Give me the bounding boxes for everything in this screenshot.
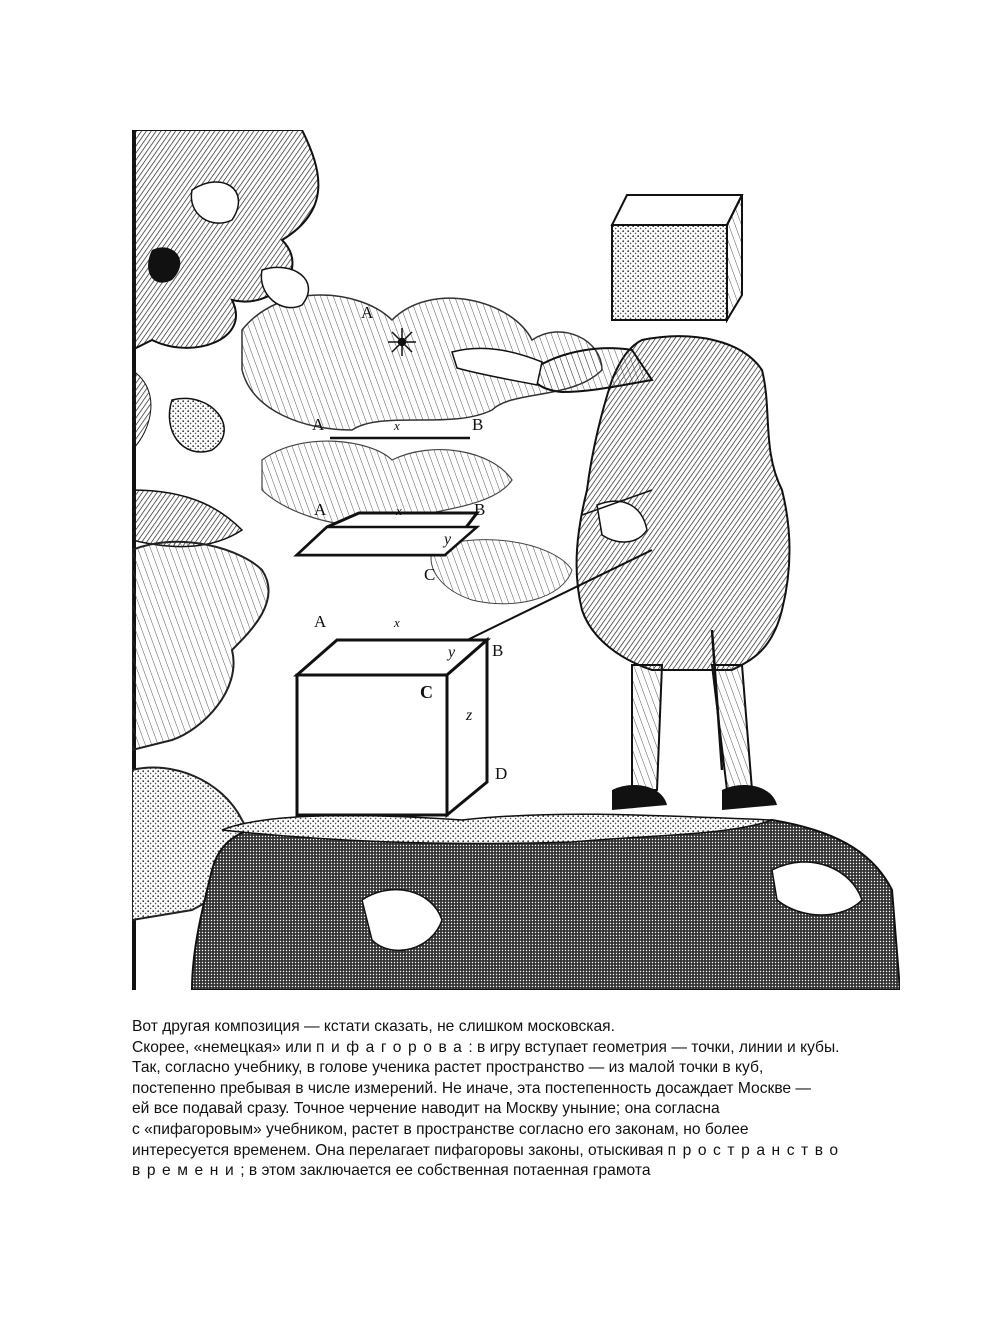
cube-label-b: B [492, 641, 504, 660]
caption-line-8 [132, 1161, 900, 1182]
caption-line-2-start: Скорее, «немецкая» или [132, 1038, 317, 1056]
caption-line-3: Так, согласно учебнику, в голове ученика растет пространство — из малой точки в куб, [132, 1059, 764, 1077]
caption-line-7-start: интересуется временем. Она перелагает пифагоровы законы, отыскивая [132, 1141, 668, 1159]
cube-label-y: y [448, 644, 456, 661]
cube-label-a: A [314, 612, 327, 631]
rock-plinth [192, 814, 900, 990]
plane-label-a: A [314, 500, 327, 519]
line-label-a: A [312, 415, 325, 434]
point-label-a: A [361, 303, 374, 322]
caption-paragraph [132, 1017, 900, 1182]
plane-label-b: B [474, 500, 486, 519]
spaced-word-space: пространство [667, 1141, 845, 1159]
plane-label-x: x [396, 503, 402, 518]
cube-label-x: x [394, 615, 400, 630]
caption-line-8-end: ; в этом заключается ее собственная потаенная грамота [240, 1162, 651, 1180]
spaced-word-time: времени [132, 1162, 241, 1180]
caption-line-6: с «пифагоровым» учебником, растет в пространстве согласно его законам, но более [132, 1120, 749, 1138]
cloud-background [242, 295, 602, 604]
caption-line-7 [132, 1141, 900, 1162]
engraving-illustration [132, 130, 900, 990]
caption-line-4: постепенно пребывая в числе измерений. Не иначе, эта постепенность досаждает Москве — [132, 1079, 812, 1097]
cube-label-d: D [495, 764, 508, 783]
point-star-icon [388, 328, 416, 356]
line-label-x: x [394, 418, 400, 433]
line-label-b: B [472, 415, 484, 434]
plane-label-y: y [444, 531, 452, 548]
caption-line-2-end: : в игру вступает геометрия — точки, линии и кубы. [468, 1038, 840, 1056]
cube-label-c: C [420, 682, 433, 702]
plane-label-c: C [424, 565, 436, 584]
spaced-word-pythagorean: пифагорова [316, 1038, 469, 1056]
cube-head [612, 195, 742, 320]
caption-line-2 [132, 1038, 900, 1059]
caption-line-1: Вот другая композиция — кстати сказать, не слишком московская. [132, 1018, 615, 1035]
caption-line-5: ей все подавай сразу. Точное черчение наводит на Москву уныние; она согласна [132, 1100, 720, 1118]
cube-label-z: z [466, 707, 473, 724]
cube-solid [297, 640, 487, 815]
